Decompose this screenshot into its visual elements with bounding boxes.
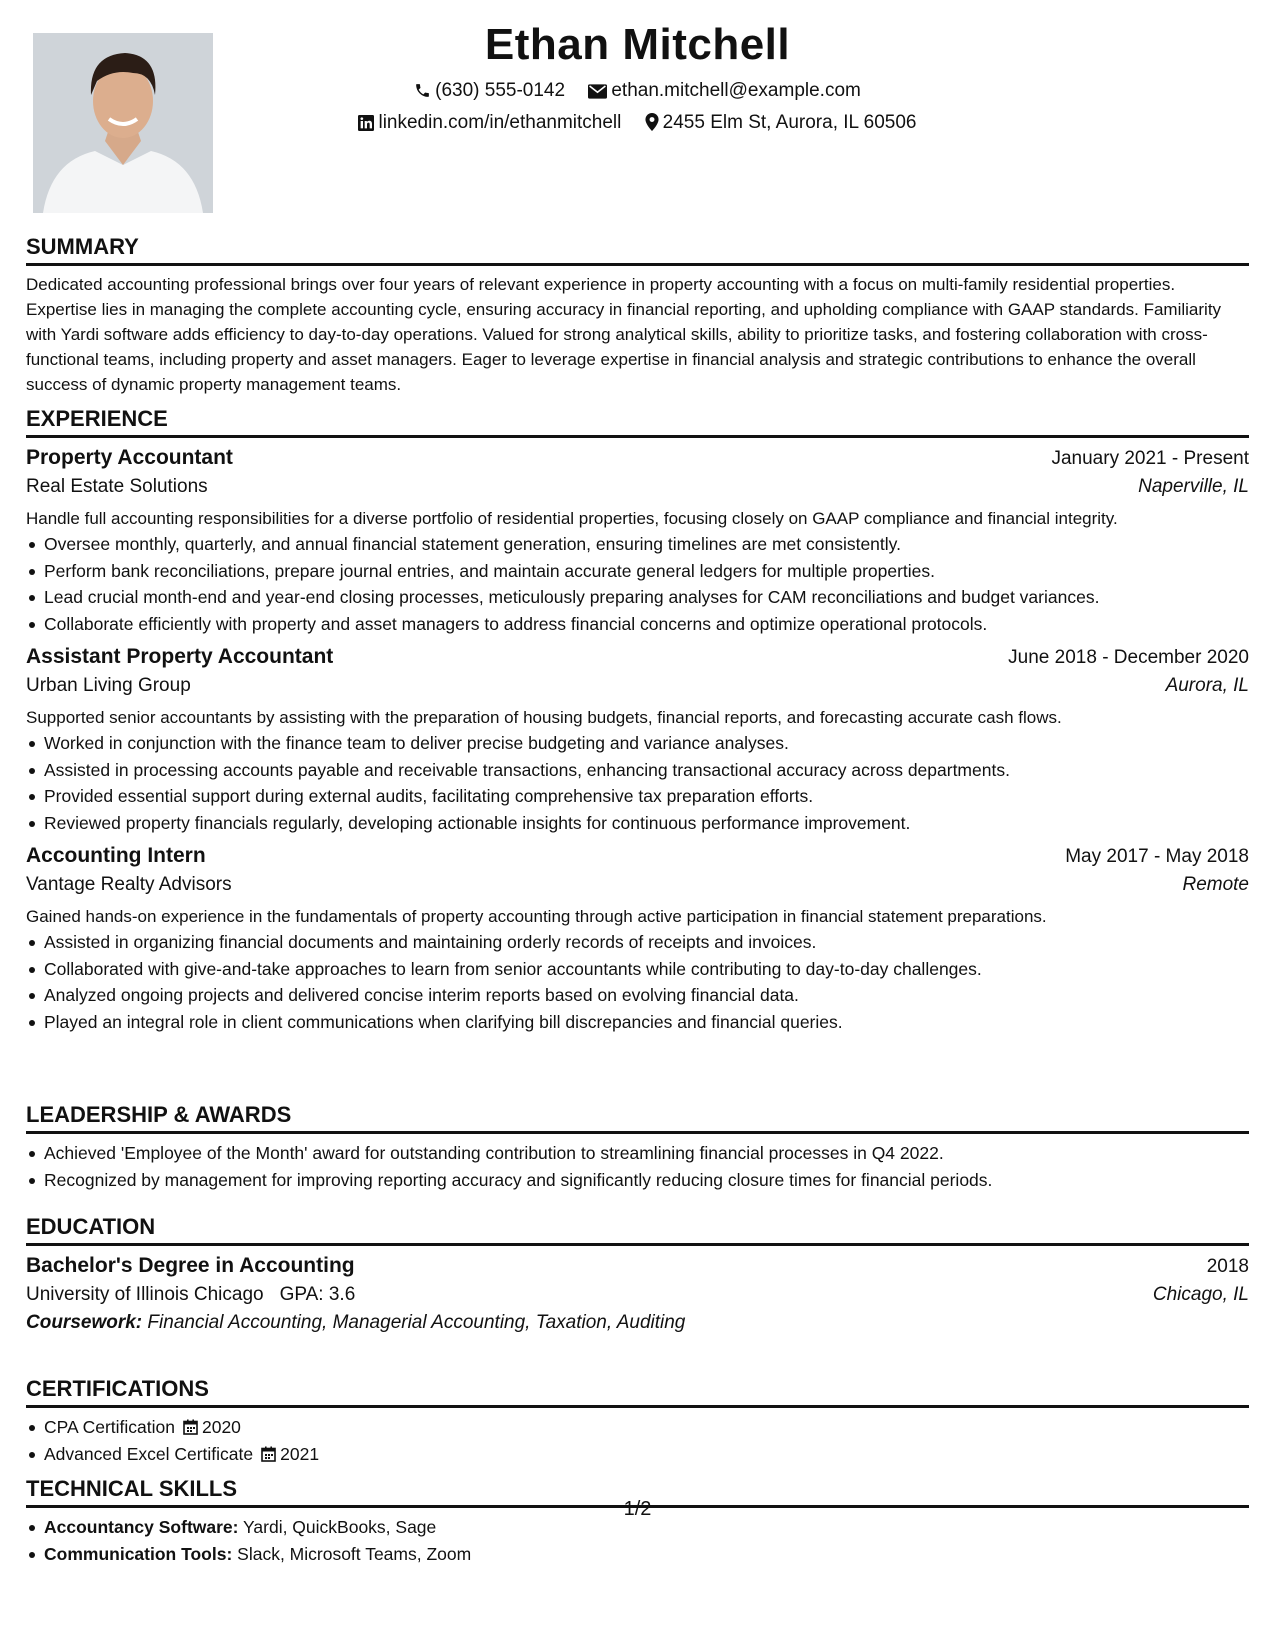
graduation-year: 2018 xyxy=(1206,1256,1249,1277)
contact-linkedin[interactable] xyxy=(358,112,621,134)
list-item: Achieved 'Employee of the Month' award for outstanding contribution to streamlining financial processes in Q4 2022. xyxy=(26,1140,1249,1167)
email-text: ethan.mitchell@example.com xyxy=(611,80,861,101)
skills-list xyxy=(26,1514,1249,1567)
candidate-name: Ethan Mitchell xyxy=(484,20,791,69)
contact-email[interactable] xyxy=(588,80,861,102)
cert-name: CPA Certification xyxy=(44,1417,175,1437)
certification-list xyxy=(26,1414,1249,1467)
job-date: June 2018 - December 2020 xyxy=(1008,647,1249,668)
list-item: Worked in conjunction with the finance team to deliver precise budgeting and variance analyses. xyxy=(26,730,1249,757)
coursework-line xyxy=(26,1312,1249,1334)
list-item: Collaborate efficiently with property and asset managers to address financial concerns and optimize operational protocols. xyxy=(26,611,1249,638)
phone-text: (630) 555-0142 xyxy=(435,80,566,101)
degree: Bachelor's Degree in Accounting xyxy=(26,1254,355,1277)
linkedin-icon xyxy=(358,115,374,131)
school-location: Chicago, IL xyxy=(1152,1284,1249,1305)
job-bullets xyxy=(26,730,1249,836)
cert-name: Advanced Excel Certificate xyxy=(44,1443,254,1464)
job-description: Supported senior accountants by assisting with the preparation of housing budgets, financial reports, and forecasting accurate cash flows. xyxy=(26,708,1062,727)
job-bullets xyxy=(26,929,1249,1035)
education-section xyxy=(26,1214,1249,1334)
calendar-icon xyxy=(261,1446,276,1462)
list-item: Reviewed property financials regularly, developing actionable insights for continuous performance improvement. xyxy=(26,810,1249,837)
leadership-section xyxy=(26,1102,1249,1193)
school-line xyxy=(26,1284,355,1306)
envelope-icon xyxy=(588,84,607,99)
job-location: Naperville, IL xyxy=(1138,476,1249,497)
contact-line-primary xyxy=(0,80,1275,102)
coursework-label: Coursework: xyxy=(26,1312,143,1333)
job-entry xyxy=(26,446,1249,637)
job-description: Gained hands-on experience in the fundamentals of property accounting through active participation in financial statement preparations. xyxy=(26,907,1047,926)
contact-line-secondary xyxy=(0,112,1275,134)
certifications-section xyxy=(26,1376,1249,1467)
job-location: Remote xyxy=(1182,874,1249,895)
job-company: Urban Living Group xyxy=(26,675,191,696)
phone-icon xyxy=(414,82,431,99)
cert-year: 2021 xyxy=(280,1443,320,1464)
address-text: 2455 Elm St, Aurora, IL 60506 xyxy=(662,112,917,133)
list-item: Assisted in organizing financial documents and maintaining orderly records of receipts and invoices. xyxy=(26,929,1249,956)
contact-phone[interactable] xyxy=(414,80,565,102)
gpa: GPA: 3.6 xyxy=(279,1284,356,1305)
section-title: TECHNICAL SKILLS xyxy=(26,1476,1249,1508)
list-item: Recognized by management for improving reporting accuracy and significantly reducing closure times for financial periods. xyxy=(26,1167,1249,1194)
list-item: Lead crucial month-end and year-end closing processes, meticulously preparing analyses for CAM reconciliations and budget variances. xyxy=(26,584,1249,611)
job-location: Aurora, IL xyxy=(1165,675,1249,696)
section-title: EXPERIENCE xyxy=(26,406,1249,438)
job-bullets xyxy=(26,531,1249,637)
coursework-text: Financial Accounting, Managerial Accounting, Taxation, Auditing xyxy=(147,1312,686,1333)
leadership-bullets xyxy=(26,1140,1249,1193)
job-entry xyxy=(26,844,1249,1035)
list-item xyxy=(26,1414,1249,1441)
list-item xyxy=(26,1441,1249,1468)
list-item: Analyzed ongoing projects and delivered concise interim reports based on evolving financial data. xyxy=(26,982,1249,1009)
job-company: Vantage Realty Advisors xyxy=(26,874,232,895)
list-item: Assisted in processing accounts payable and receivable transactions, enhancing transactional accuracy across departments. xyxy=(26,757,1249,784)
job-date: January 2021 - Present xyxy=(1051,448,1249,469)
cert-year: 2020 xyxy=(201,1417,241,1437)
list-item: Provided essential support during external audits, facilitating comprehensive tax preparation efforts. xyxy=(26,783,1249,810)
job-title: Assistant Property Accountant xyxy=(26,645,334,668)
section-title: EDUCATION xyxy=(26,1214,1249,1246)
map-pin-icon xyxy=(645,113,659,131)
section-title: SUMMARY xyxy=(26,234,1249,266)
job-date: May 2017 - May 2018 xyxy=(1065,846,1249,867)
list-item: Played an integral role in client communications when clarifying bill discrepancies and financial queries. xyxy=(26,1009,1249,1036)
summary-text: Dedicated accounting professional brings over four years of relevant experience in property accounting with a focus on multi-family residential properties. Expertise lies in managing the complete accounting cycle, ensuring accuracy in financial reporting, and upholding compliance with GAAP standards. Familiarity with Yardi software adds efficiency to day-to-day operations. Valued for strong analytical skills, ability to prioritize tasks, and fostering collaboration with cross-functional teams, including property and asset managers. Eager to leverage expertise in financial analysis and strategic contributions to enhance the overall success of dynamic property management teams. xyxy=(26,275,1222,394)
job-description: Handle full accounting responsibilities for a diverse portfolio of residential properties, focusing closely on GAAP compliance and financial integrity. xyxy=(26,509,1118,528)
skill-label: Accountancy Software: xyxy=(44,1517,239,1537)
list-item xyxy=(26,1541,1249,1568)
job-company: Real Estate Solutions xyxy=(26,476,208,497)
skill-value: Yardi, QuickBooks, Sage xyxy=(243,1517,437,1537)
section-title: CERTIFICATIONS xyxy=(26,1376,1249,1408)
school-name: University of Illinois Chicago xyxy=(26,1284,264,1305)
calendar-icon xyxy=(183,1419,198,1435)
contact-address xyxy=(645,112,917,134)
job-entry xyxy=(26,645,1249,836)
skill-value: Slack, Microsoft Teams, Zoom xyxy=(237,1543,472,1564)
summary-section xyxy=(26,234,1249,397)
experience-section xyxy=(26,406,1249,1035)
linkedin-text: linkedin.com/in/ethanmitchell xyxy=(378,112,622,133)
skill-label: Communication Tools: xyxy=(44,1543,233,1564)
job-title: Accounting Intern xyxy=(26,844,206,867)
section-title: LEADERSHIP & AWARDS xyxy=(26,1102,1249,1134)
page-number: 1/2 xyxy=(623,1498,652,1520)
skills-section xyxy=(26,1476,1249,1567)
list-item: Collaborated with give-and-take approaches to learn from senior accountants while contributing to day-to-day challenges. xyxy=(26,956,1249,983)
job-title: Property Accountant xyxy=(26,446,233,469)
list-item: Oversee monthly, quarterly, and annual financial statement generation, ensuring timelines are met consistently. xyxy=(26,531,1249,558)
list-item: Perform bank reconciliations, prepare journal entries, and maintain accurate general ledgers for multiple properties. xyxy=(26,558,1249,585)
